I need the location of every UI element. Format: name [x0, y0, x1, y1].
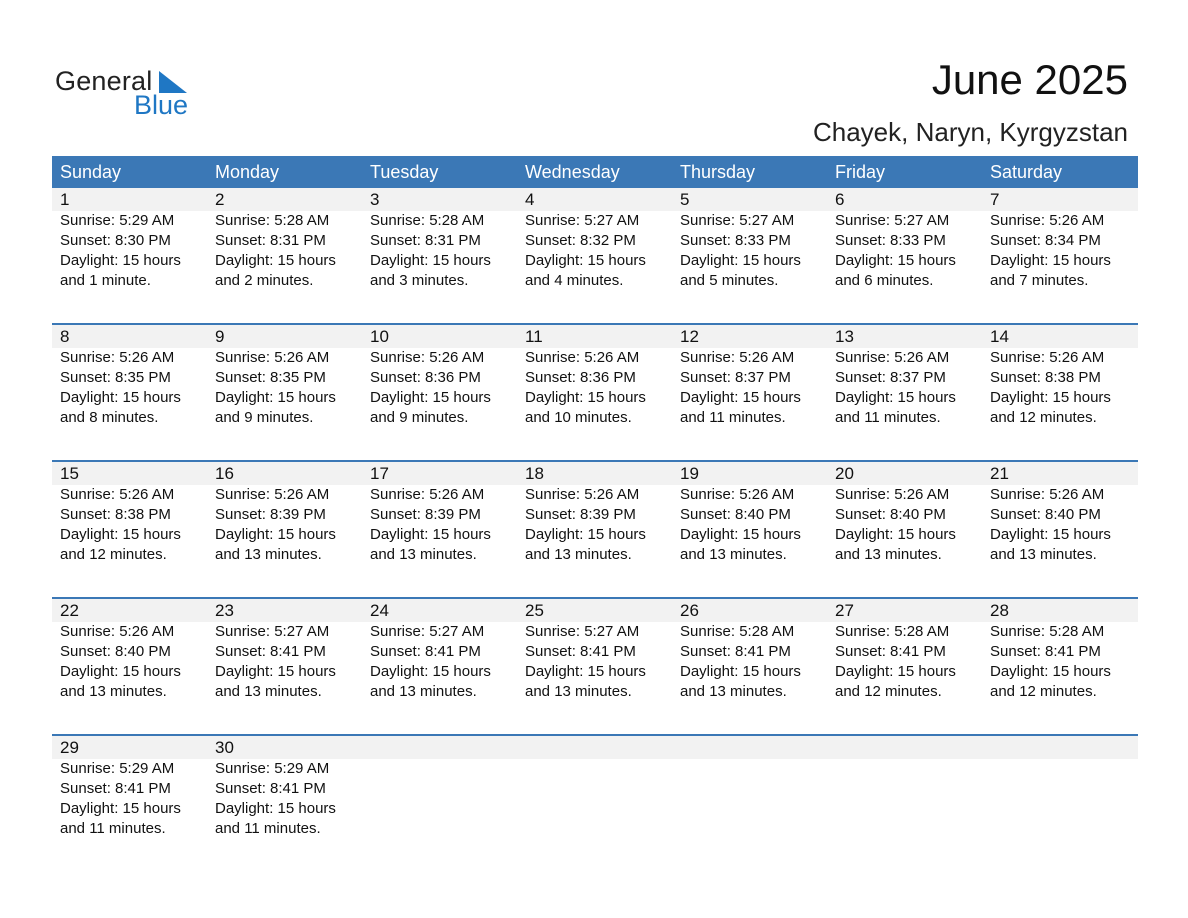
day-sunrise: Sunrise: 5:26 AM: [370, 349, 485, 366]
day-sunrise: Sunrise: 5:27 AM: [680, 212, 795, 229]
day-cell: [52, 599, 207, 702]
day-minutes: and 3 minutes.: [370, 272, 469, 289]
day-minutes: and 11 minutes.: [60, 820, 166, 837]
day-number: 21: [990, 464, 1009, 483]
weekday-wednesday: Wednesday: [525, 162, 620, 182]
day-minutes: and 13 minutes.: [370, 546, 477, 563]
day-sunrise: Sunrise: 5:27 AM: [835, 212, 950, 229]
weekday-tuesday: Tuesday: [370, 162, 439, 182]
day-daylight: Daylight: 15 hours: [60, 526, 181, 543]
day-cell: [362, 188, 517, 291]
day-sunset: Sunset: 8:39 PM: [370, 506, 481, 523]
day-sunrise: Sunrise: 5:27 AM: [370, 623, 485, 640]
day-daylight: Daylight: 15 hours: [215, 252, 336, 269]
empty-day-cell: [982, 736, 1137, 839]
day-number: 1: [60, 190, 70, 209]
day-cell: [207, 599, 362, 702]
day-cell: [52, 462, 207, 565]
day-cell: [52, 325, 207, 428]
page-title: June 2025: [931, 56, 1128, 103]
empty-day-cell: [362, 736, 517, 839]
day-sunrise: Sunrise: 5:26 AM: [680, 349, 795, 366]
day-number: 12: [680, 327, 699, 346]
day-cell: [517, 462, 672, 565]
empty-day-cell: [672, 736, 827, 839]
day-sunset: Sunset: 8:41 PM: [215, 643, 326, 660]
day-cell: [672, 462, 827, 565]
day-sunrise: Sunrise: 5:26 AM: [680, 486, 795, 503]
day-number: 9: [215, 327, 225, 346]
weekday-header: [52, 156, 1138, 188]
day-sunrise: Sunrise: 5:27 AM: [525, 212, 640, 229]
day-sunset: Sunset: 8:40 PM: [990, 506, 1101, 523]
day-sunset: Sunset: 8:33 PM: [680, 232, 791, 249]
day-sunset: Sunset: 8:34 PM: [990, 232, 1101, 249]
day-cell: [672, 325, 827, 428]
day-cell: [362, 462, 517, 565]
day-minutes: and 12 minutes.: [60, 546, 167, 563]
day-sunrise: Sunrise: 5:28 AM: [990, 623, 1105, 640]
week-days: [52, 736, 1138, 839]
day-cell: [207, 736, 362, 839]
day-sunset: Sunset: 8:32 PM: [525, 232, 636, 249]
day-daylight: Daylight: 15 hours: [525, 252, 646, 269]
day-minutes: and 13 minutes.: [525, 683, 632, 700]
day-sunset: Sunset: 8:36 PM: [370, 369, 481, 386]
day-number: 7: [990, 190, 1000, 209]
day-sunrise: Sunrise: 5:26 AM: [525, 349, 640, 366]
day-cell: [672, 188, 827, 291]
day-cell: [982, 599, 1137, 702]
week-days: [52, 188, 1138, 291]
logo-general-text: General: [55, 66, 153, 96]
day-minutes: and 10 minutes.: [525, 409, 632, 426]
day-number: 29: [60, 738, 79, 757]
day-minutes: and 12 minutes.: [990, 683, 1097, 700]
day-sunset: Sunset: 8:40 PM: [680, 506, 791, 523]
day-cell: [827, 462, 982, 565]
day-minutes: and 13 minutes.: [835, 546, 942, 563]
day-sunset: Sunset: 8:37 PM: [680, 369, 791, 386]
day-daylight: Daylight: 15 hours: [990, 663, 1111, 680]
day-cell: [982, 462, 1137, 565]
day-sunrise: Sunrise: 5:26 AM: [525, 486, 640, 503]
day-sunset: Sunset: 8:31 PM: [215, 232, 326, 249]
day-daylight: Daylight: 15 hours: [990, 252, 1111, 269]
day-number: 8: [60, 327, 70, 346]
day-daylight: Daylight: 15 hours: [680, 252, 801, 269]
weekday-saturday: Saturday: [990, 162, 1063, 182]
week-days: [52, 599, 1138, 702]
day-minutes: and 1 minute.: [60, 272, 151, 289]
day-sunset: Sunset: 8:35 PM: [215, 369, 326, 386]
day-number: 14: [990, 327, 1009, 346]
day-daylight: Daylight: 15 hours: [525, 526, 646, 543]
day-sunrise: Sunrise: 5:26 AM: [60, 349, 175, 366]
day-daylight: Daylight: 15 hours: [60, 252, 181, 269]
day-sunrise: Sunrise: 5:26 AM: [990, 486, 1105, 503]
day-sunset: Sunset: 8:38 PM: [60, 506, 171, 523]
day-minutes: and 13 minutes.: [990, 546, 1097, 563]
day-number: 3: [370, 190, 380, 209]
day-cell: [362, 599, 517, 702]
day-minutes: and 11 minutes.: [835, 409, 941, 426]
calendar-weeks: [52, 188, 1138, 871]
day-cell: [672, 599, 827, 702]
day-minutes: and 2 minutes.: [215, 272, 314, 289]
day-sunset: Sunset: 8:40 PM: [835, 506, 946, 523]
day-daylight: Daylight: 15 hours: [215, 800, 336, 817]
day-daylight: Daylight: 15 hours: [370, 252, 491, 269]
day-number: 19: [680, 464, 699, 483]
day-sunset: Sunset: 8:41 PM: [525, 643, 636, 660]
day-cell: [207, 325, 362, 428]
day-sunset: Sunset: 8:41 PM: [60, 780, 171, 797]
day-sunset: Sunset: 8:35 PM: [60, 369, 171, 386]
day-cell: [362, 325, 517, 428]
day-number: 13: [835, 327, 854, 346]
day-cell: [517, 599, 672, 702]
day-sunset: Sunset: 8:41 PM: [990, 643, 1101, 660]
day-cell: [207, 462, 362, 565]
day-sunset: Sunset: 8:41 PM: [680, 643, 791, 660]
day-sunrise: Sunrise: 5:26 AM: [835, 486, 950, 503]
day-sunrise: Sunrise: 5:26 AM: [60, 486, 175, 503]
location-subtitle: Chayek, Naryn, Kyrgyzstan: [812, 117, 1128, 147]
weekday-friday: Friday: [835, 162, 886, 182]
day-sunrise: Sunrise: 5:26 AM: [215, 349, 330, 366]
day-number: 22: [60, 601, 79, 620]
day-sunrise: Sunrise: 5:29 AM: [60, 212, 175, 229]
day-cell: [207, 188, 362, 291]
day-number: 2: [215, 190, 225, 209]
day-sunset: Sunset: 8:31 PM: [370, 232, 481, 249]
day-daylight: Daylight: 15 hours: [990, 389, 1111, 406]
day-daylight: Daylight: 15 hours: [680, 389, 801, 406]
day-sunrise: Sunrise: 5:27 AM: [525, 623, 640, 640]
day-minutes: and 6 minutes.: [835, 272, 934, 289]
day-daylight: Daylight: 15 hours: [370, 526, 491, 543]
weekday-thursday: Thursday: [680, 162, 756, 182]
day-minutes: and 13 minutes.: [215, 546, 322, 563]
day-sunset: Sunset: 8:36 PM: [525, 369, 636, 386]
day-sunset: Sunset: 8:40 PM: [60, 643, 171, 660]
empty-day-cell: [827, 736, 982, 839]
day-minutes: and 13 minutes.: [680, 683, 787, 700]
day-daylight: Daylight: 15 hours: [215, 526, 336, 543]
day-sunrise: Sunrise: 5:26 AM: [215, 486, 330, 503]
day-number: 27: [835, 601, 854, 620]
day-cell: [517, 325, 672, 428]
day-minutes: and 11 minutes.: [215, 820, 321, 837]
day-minutes: and 4 minutes.: [525, 272, 624, 289]
day-sunset: Sunset: 8:37 PM: [835, 369, 946, 386]
day-minutes: and 9 minutes.: [215, 409, 314, 426]
day-minutes: and 13 minutes.: [215, 683, 322, 700]
day-daylight: Daylight: 15 hours: [525, 663, 646, 680]
day-daylight: Daylight: 15 hours: [990, 526, 1111, 543]
day-number: 26: [680, 601, 699, 620]
day-daylight: Daylight: 15 hours: [215, 389, 336, 406]
day-minutes: and 7 minutes.: [990, 272, 1089, 289]
day-number: 17: [370, 464, 389, 483]
day-number: 20: [835, 464, 854, 483]
day-minutes: and 9 minutes.: [370, 409, 469, 426]
day-number: 15: [60, 464, 79, 483]
calendar-week: [52, 460, 1138, 597]
day-number: 25: [525, 601, 544, 620]
day-minutes: and 12 minutes.: [835, 683, 942, 700]
day-minutes: and 12 minutes.: [990, 409, 1097, 426]
day-sunrise: Sunrise: 5:28 AM: [680, 623, 795, 640]
day-daylight: Daylight: 15 hours: [60, 663, 181, 680]
day-number: 30: [215, 738, 234, 757]
day-number: 16: [215, 464, 234, 483]
day-number: 4: [525, 190, 535, 209]
calendar-week: [52, 597, 1138, 734]
day-cell: [827, 599, 982, 702]
day-number: 18: [525, 464, 544, 483]
day-number: 23: [215, 601, 234, 620]
day-sunset: Sunset: 8:39 PM: [525, 506, 636, 523]
day-cell: [982, 188, 1137, 291]
day-sunrise: Sunrise: 5:26 AM: [835, 349, 950, 366]
day-sunset: Sunset: 8:33 PM: [835, 232, 946, 249]
day-daylight: Daylight: 15 hours: [60, 800, 181, 817]
day-sunset: Sunset: 8:38 PM: [990, 369, 1101, 386]
day-daylight: Daylight: 15 hours: [680, 663, 801, 680]
day-sunrise: Sunrise: 5:29 AM: [215, 760, 330, 777]
day-cell: [827, 188, 982, 291]
day-sunset: Sunset: 8:30 PM: [60, 232, 171, 249]
week-days: [52, 325, 1138, 428]
day-sunrise: Sunrise: 5:29 AM: [60, 760, 175, 777]
day-daylight: Daylight: 15 hours: [215, 663, 336, 680]
week-days: [52, 462, 1138, 565]
day-cell: [827, 325, 982, 428]
empty-day-cell: [517, 736, 672, 839]
day-number: 28: [990, 601, 1009, 620]
day-daylight: Daylight: 15 hours: [60, 389, 181, 406]
day-number: 24: [370, 601, 389, 620]
day-daylight: Daylight: 15 hours: [680, 526, 801, 543]
day-daylight: Daylight: 15 hours: [835, 389, 956, 406]
calendar-week: [52, 734, 1138, 871]
day-sunrise: Sunrise: 5:27 AM: [215, 623, 330, 640]
day-number: 6: [835, 190, 845, 209]
day-daylight: Daylight: 15 hours: [370, 389, 491, 406]
weekday-monday: Monday: [215, 162, 280, 182]
day-cell: [52, 188, 207, 291]
day-sunset: Sunset: 8:39 PM: [215, 506, 326, 523]
day-number: 11: [525, 327, 543, 346]
day-daylight: Daylight: 15 hours: [835, 526, 956, 543]
day-sunrise: Sunrise: 5:26 AM: [60, 623, 175, 640]
day-minutes: and 5 minutes.: [680, 272, 779, 289]
day-minutes: and 13 minutes.: [680, 546, 787, 563]
day-daylight: Daylight: 15 hours: [835, 663, 956, 680]
day-sunrise: Sunrise: 5:28 AM: [370, 212, 485, 229]
calendar: [52, 156, 1138, 871]
day-daylight: Daylight: 15 hours: [525, 389, 646, 406]
day-minutes: and 8 minutes.: [60, 409, 159, 426]
day-cell: [517, 188, 672, 291]
day-sunrise: Sunrise: 5:28 AM: [835, 623, 950, 640]
day-sunset: Sunset: 8:41 PM: [215, 780, 326, 797]
day-minutes: and 13 minutes.: [60, 683, 167, 700]
day-minutes: and 13 minutes.: [370, 683, 477, 700]
day-sunrise: Sunrise: 5:26 AM: [990, 212, 1105, 229]
day-sunrise: Sunrise: 5:28 AM: [215, 212, 330, 229]
day-minutes: and 13 minutes.: [525, 546, 632, 563]
day-number: 10: [370, 327, 389, 346]
day-daylight: Daylight: 15 hours: [370, 663, 491, 680]
day-number: 5: [680, 190, 690, 209]
logo: [55, 64, 205, 120]
day-cell: [52, 736, 207, 839]
calendar-week: [52, 323, 1138, 460]
day-cell: [982, 325, 1137, 428]
day-minutes: and 11 minutes.: [680, 409, 786, 426]
calendar-week: [52, 188, 1138, 323]
day-sunrise: Sunrise: 5:26 AM: [990, 349, 1105, 366]
logo-blue-text: Blue: [134, 90, 189, 120]
day-sunset: Sunset: 8:41 PM: [370, 643, 481, 660]
day-sunset: Sunset: 8:41 PM: [835, 643, 946, 660]
day-sunrise: Sunrise: 5:26 AM: [370, 486, 485, 503]
day-daylight: Daylight: 15 hours: [835, 252, 956, 269]
weekday-sunday: Sunday: [60, 162, 122, 182]
